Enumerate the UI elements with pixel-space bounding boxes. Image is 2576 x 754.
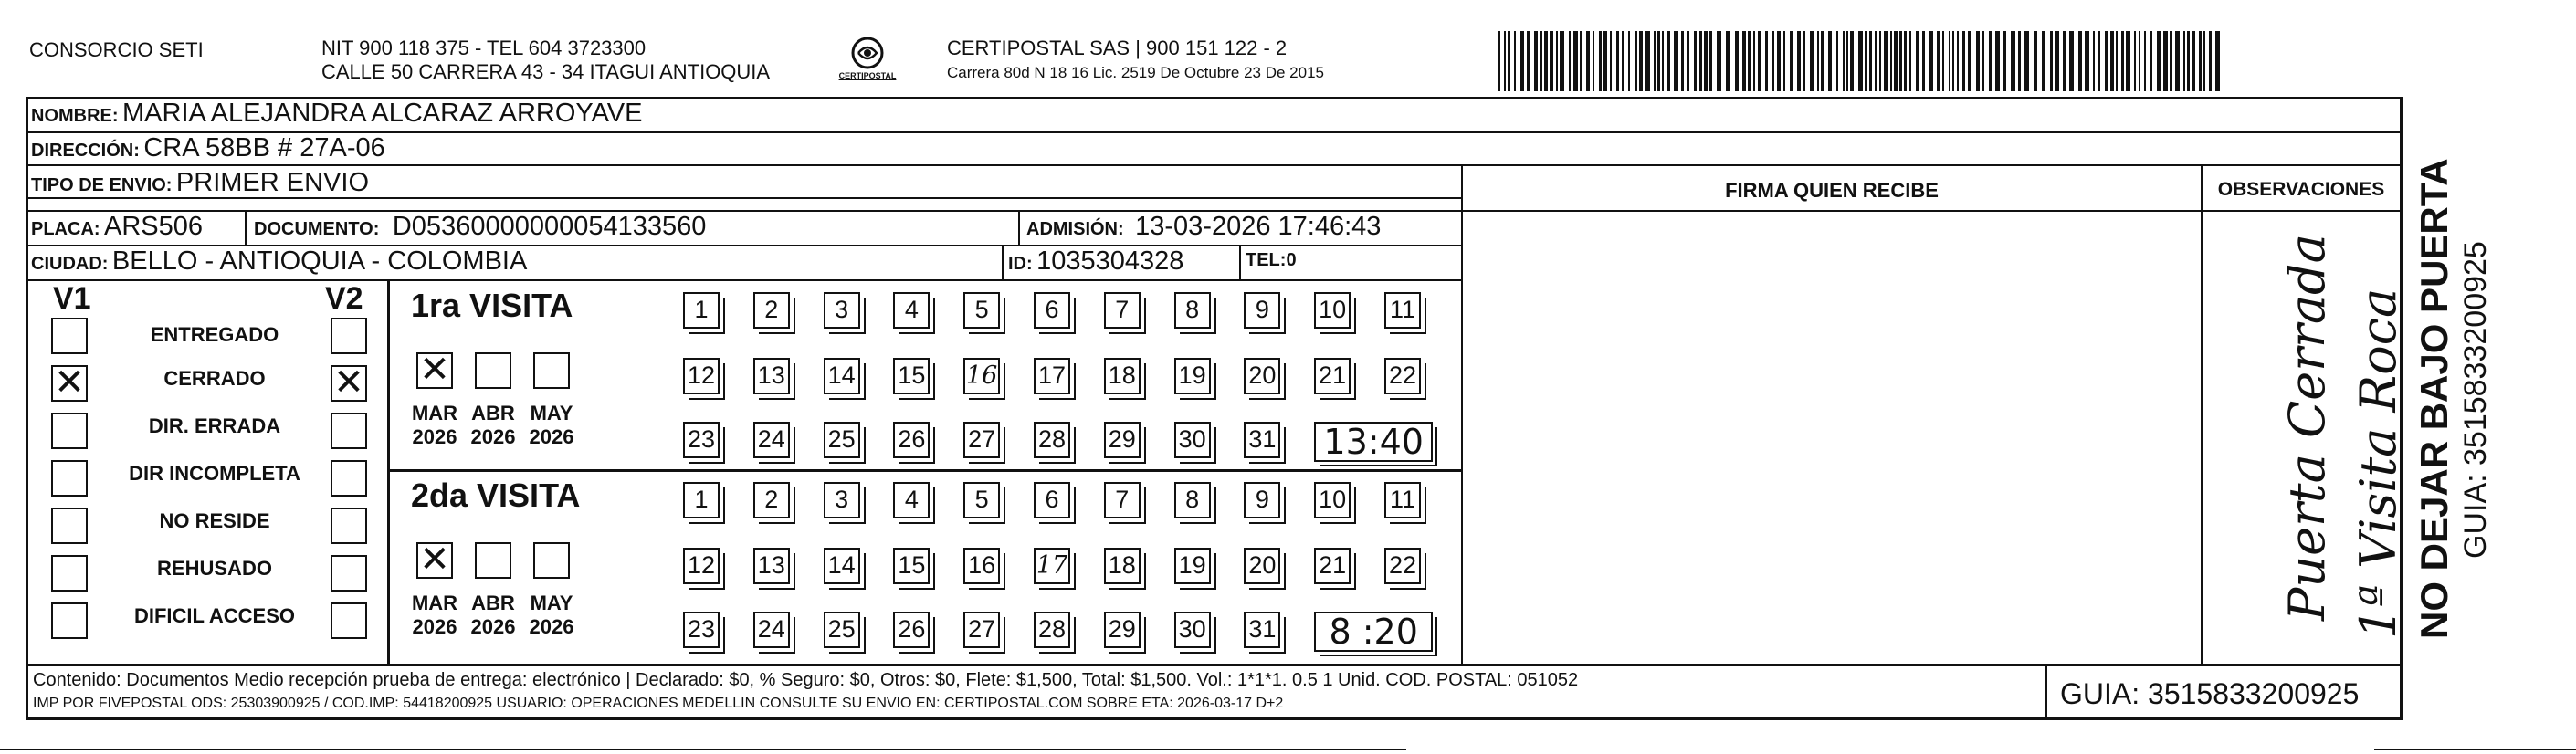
barcode-bar <box>2024 31 2029 91</box>
cut-line <box>0 749 1406 750</box>
day-box[interactable]: 25 <box>824 612 860 648</box>
day-box[interactable]: 20 <box>1244 358 1280 394</box>
barcode-bar <box>1694 31 1697 91</box>
v2-checkbox[interactable] <box>331 318 367 354</box>
day-box[interactable]: 8 <box>1174 292 1211 329</box>
barcode-bar <box>2203 31 2205 91</box>
status-label: DIR INCOMPLETA <box>129 462 300 485</box>
day-box[interactable]: 30 <box>1174 422 1211 458</box>
barcode-bar <box>1514 31 1516 91</box>
barcode-bar <box>1580 31 1582 91</box>
plate-row <box>31 212 203 242</box>
day-box[interactable]: 17 <box>1034 358 1070 394</box>
barcode-bar <box>1982 31 1984 91</box>
month-checkbox[interactable] <box>475 352 511 389</box>
admission-label: ADMISIÓN: <box>1026 219 1124 239</box>
barcode-bar <box>1544 31 1548 91</box>
barcode-bar <box>1777 31 1781 91</box>
barcode-bar <box>2078 31 2082 91</box>
barcode-bar <box>1797 31 1801 91</box>
barcode-bar <box>1865 31 1867 91</box>
day-box[interactable]: 20 <box>1244 548 1280 584</box>
name-row <box>31 99 642 129</box>
barcode-bar <box>1628 31 1630 91</box>
day-box[interactable]: 31 <box>1244 422 1280 458</box>
barcode-bar <box>1976 31 1980 91</box>
month-name: ABR <box>471 402 515 424</box>
barcode-bar <box>2121 31 2124 91</box>
barcode-bar <box>2183 31 2185 91</box>
status-label: NO RESIDE <box>159 509 270 532</box>
barcode-bar <box>1817 31 1819 91</box>
day-box[interactable]: 14 <box>824 548 860 584</box>
day-box[interactable]: 21 <box>1314 548 1351 584</box>
barcode-bar <box>2050 31 2053 91</box>
barcode-bar <box>2150 31 2152 91</box>
day-box[interactable]: 30 <box>1174 612 1211 648</box>
barcode-bar <box>1560 31 1564 91</box>
barcode-bar <box>1556 31 1558 91</box>
admission-row <box>1026 212 1381 242</box>
barcode-bar <box>2042 31 2045 91</box>
month-checkbox[interactable] <box>475 542 511 579</box>
address-line: CALLE 50 CARRERA 43 - 34 ITAGUI ANTIOQUIA <box>321 60 771 83</box>
barcode-bar <box>2069 31 2074 91</box>
barcode-bar <box>1879 31 1881 91</box>
barcode-bar <box>2199 31 2202 91</box>
month-year: 2026 <box>412 425 457 448</box>
day-box[interactable]: 1 <box>683 482 720 518</box>
barcode-bar <box>2170 31 2172 91</box>
city-value: BELLO - ANTIOQUIA - COLOMBIA <box>111 246 528 276</box>
tel-value: 0 <box>1286 250 1297 270</box>
day-box[interactable]: 4 <box>893 292 930 329</box>
barcode-bar <box>1504 31 1506 91</box>
day-box[interactable]: 7 <box>1104 482 1141 518</box>
day-box[interactable]: 13 <box>753 358 790 394</box>
barcode-bar <box>1726 31 1730 91</box>
certipostal-logo <box>836 35 899 89</box>
barcode-bar <box>1904 31 1907 91</box>
barcode-bar <box>1875 31 1877 91</box>
row-line <box>26 279 1461 281</box>
day-box[interactable]: 27 <box>963 422 1000 458</box>
barcode-bar <box>2034 31 2037 91</box>
license-line: Carrera 80d N 18 16 Lic. 2519 De Octubre 23 De 2015 <box>947 64 1324 81</box>
handwriting-line-2: 1ª Visita Roca <box>2350 288 2407 639</box>
no-dejar-warning: NO DEJAR BAJO PUERTA <box>2413 158 2455 639</box>
barcode-bar <box>1765 31 1768 91</box>
barcode-bar <box>1657 31 1660 91</box>
month-year: 2026 <box>412 615 457 638</box>
barcode-bar <box>1937 31 1940 91</box>
barcode-bar <box>1949 31 1950 91</box>
barcode-bar <box>1772 31 1774 91</box>
document-label: DOCUMENTO: <box>254 219 380 239</box>
type-label: TIPO DE ENVIO: <box>31 175 173 195</box>
frame-left <box>26 97 28 719</box>
barcode-bar <box>1667 31 1670 91</box>
v1-checkbox[interactable]: ✕ <box>51 365 88 402</box>
col-line <box>389 469 1461 472</box>
barcode-bar <box>2063 31 2066 91</box>
observations-header: OBSERVACIONES <box>2217 179 2385 200</box>
day-box[interactable]: 22 <box>1384 548 1421 584</box>
city-label: CIUDAD: <box>31 254 109 274</box>
day-box[interactable]: 9 <box>1244 292 1280 329</box>
barcode-bar <box>1599 31 1602 91</box>
recipient-address: CRA 58BB # 27A-06 <box>143 133 385 162</box>
day-box[interactable]: 22 <box>1384 358 1421 394</box>
barcode-bar <box>2209 31 2212 91</box>
v2-checkbox[interactable] <box>331 460 367 497</box>
name-label: NOMBRE: <box>31 106 119 126</box>
month-checkbox[interactable] <box>533 542 570 579</box>
day-box[interactable]: 13 <box>753 548 790 584</box>
barcode-bar <box>1989 31 1992 91</box>
barcode-bar <box>1995 31 2000 91</box>
barcode-bar <box>1717 31 1721 91</box>
address-row <box>31 133 385 163</box>
barcode-bar <box>1783 31 1785 91</box>
barcode-bar <box>1681 31 1684 91</box>
month-checkbox[interactable] <box>533 352 570 389</box>
barcode-bar <box>2110 31 2114 91</box>
barcode-bar <box>1748 31 1751 91</box>
id-row <box>1008 246 1183 277</box>
day-box[interactable]: 23 <box>683 612 720 648</box>
month-year: 2026 <box>470 425 516 448</box>
barcode-bar <box>1735 31 1739 91</box>
day-box[interactable]: 4 <box>893 482 930 518</box>
barcode-bar <box>1540 31 1542 91</box>
day-box[interactable]: 26 <box>893 612 930 648</box>
day-box[interactable]: 10 <box>1314 292 1351 329</box>
admission-value: 13-03-2026 17:46:43 <box>1135 212 1382 241</box>
recipient-name: MARIA ALEJANDRA ALCARAZ ARROYAVE <box>122 99 643 128</box>
barcode-bar <box>1527 31 1530 91</box>
visit-time[interactable]: 8 :20 <box>1314 612 1433 652</box>
barcode-bar <box>2093 31 2095 91</box>
barcode-bar <box>1610 31 1612 91</box>
visit-title: 2da VISITA <box>411 476 581 514</box>
barcode-bar <box>1534 31 1538 91</box>
col-line <box>1461 164 1463 665</box>
barcode-bar <box>1758 31 1761 91</box>
day-box[interactable]: 24 <box>753 612 790 648</box>
barcode-bar <box>2144 31 2146 91</box>
certipostal-line: CERTIPOSTAL SAS | 900 151 122 - 2 <box>947 37 1288 59</box>
barcode <box>1498 31 2228 91</box>
visit-title: 1ra VISITA <box>411 287 573 324</box>
day-box[interactable]: 28 <box>1034 422 1070 458</box>
logo-text: CERTIPOSTAL <box>838 71 897 80</box>
month-checkbox[interactable]: ✕ <box>416 542 453 579</box>
barcode-bar <box>1909 31 1911 91</box>
barcode-bar <box>1916 31 1919 91</box>
barcode-bar <box>1810 31 1814 91</box>
barcode-bar <box>1753 31 1755 91</box>
month-year: 2026 <box>529 425 574 448</box>
day-box[interactable]: 6 <box>1034 292 1070 329</box>
day-box[interactable]: 11 <box>1384 482 1421 518</box>
barcode-bar <box>1869 31 1872 91</box>
barcode-bar <box>1790 31 1793 91</box>
imp-line: IMP POR FIVEPOSTAL ODS: 25303900925 / COD.IMP: 54418200925 USUARIO: OPERACIONES MEDELLIN CONSULTE SU ENVIO EN: CERTIPOSTAL.COM SOBRE ETA: 2026-03-17 D+2 <box>33 696 1284 711</box>
status-label: ENTREGADO <box>150 323 279 346</box>
barcode-bar <box>1704 31 1708 91</box>
barcode-bar <box>2139 31 2140 91</box>
month-checkbox[interactable]: ✕ <box>416 352 453 389</box>
day-box[interactable]: 1 <box>683 292 720 329</box>
day-box[interactable]: 18 <box>1104 548 1141 584</box>
barcode-bar <box>1828 31 1832 91</box>
day-box[interactable]: 25 <box>824 422 860 458</box>
barcode-bar <box>1498 31 1500 91</box>
day-box[interactable]: 17 <box>1034 548 1070 584</box>
barcode-bar <box>1508 31 1510 91</box>
col-line <box>2201 164 2203 665</box>
day-box[interactable]: 19 <box>1174 548 1211 584</box>
day-box[interactable]: 3 <box>824 292 860 329</box>
row-line <box>26 164 2400 166</box>
content-line: Contenido: Documentos Medio recepción prueba de entrega: electrónico | Declarado: $0, % Seguro: $0, Otros: $0, Flete: $1,500, Total: $1,500. Vol.: 1*1*1. 0.5 1 Unid. COD. POSTAL: 051052 <box>33 670 1579 690</box>
id-label: ID: <box>1008 254 1033 274</box>
barcode-bar <box>1929 31 1933 91</box>
barcode-bar <box>2157 31 2161 91</box>
barcode-bar <box>1687 31 1689 91</box>
day-box[interactable]: 8 <box>1174 482 1211 518</box>
month-name: MAY <box>530 592 573 614</box>
status-label: DIFICIL ACCESO <box>133 604 295 627</box>
barcode-bar <box>1890 31 1892 91</box>
barcode-bar <box>1858 31 1863 91</box>
col-line <box>245 210 247 245</box>
v2-checkbox[interactable] <box>331 602 367 639</box>
barcode-bar <box>1962 31 1965 91</box>
day-box[interactable]: 16 <box>963 548 1000 584</box>
day-box[interactable]: 15 <box>893 548 930 584</box>
month-name: MAR <box>411 592 458 614</box>
barcode-bar <box>1846 31 1848 91</box>
day-box[interactable]: 18 <box>1104 358 1141 394</box>
day-box[interactable]: 3 <box>824 482 860 518</box>
barcode-bar <box>2018 31 2021 91</box>
day-box[interactable]: 15 <box>893 358 930 394</box>
barcode-bar <box>1850 31 1854 91</box>
status-label: REHUSADO <box>157 557 272 580</box>
day-box[interactable]: 31 <box>1244 612 1280 648</box>
barcode-bar <box>1884 31 1888 91</box>
barcode-bar <box>2055 31 2059 91</box>
barcode-bar <box>1894 31 1898 91</box>
day-box[interactable]: 28 <box>1034 612 1070 648</box>
barcode-bar <box>1569 31 1571 91</box>
cut-line <box>2374 749 2576 750</box>
month-name: MAY <box>530 402 573 424</box>
day-box[interactable]: 12 <box>683 358 720 394</box>
document-row <box>254 212 706 242</box>
barcode-bar <box>2163 31 2168 91</box>
barcode-bar <box>2105 31 2108 91</box>
barcode-bar <box>1593 31 1594 91</box>
day-box[interactable]: 21 <box>1314 358 1351 394</box>
status-label: DIR. ERRADA <box>148 414 281 437</box>
barcode-bar <box>1821 31 1824 91</box>
barcode-bar <box>2134 31 2136 91</box>
day-box[interactable]: 7 <box>1104 292 1141 329</box>
day-box[interactable]: 16 <box>963 358 1000 394</box>
barcode-bar <box>2187 31 2190 91</box>
col-line <box>1002 245 1004 279</box>
company-name: CONSORCIO SETI <box>29 38 204 61</box>
day-box[interactable]: 9 <box>1244 482 1280 518</box>
barcode-bar <box>2175 31 2180 91</box>
day-box[interactable]: 5 <box>963 292 1000 329</box>
month-year: 2026 <box>529 615 574 638</box>
barcode-bar <box>1836 31 1838 91</box>
shipment-type: PRIMER ENVIO <box>175 168 370 197</box>
day-box[interactable]: 19 <box>1174 358 1211 394</box>
barcode-bar <box>1709 31 1712 91</box>
col-line <box>1239 245 1241 279</box>
footer-guide-number: GUIA: 3515833200925 <box>2060 677 2360 710</box>
v1-header: V1 <box>53 281 91 316</box>
barcode-bar <box>1803 31 1805 91</box>
barcode-bar <box>1635 31 1637 91</box>
barcode-bar <box>2116 31 2118 91</box>
barcode-bar <box>1899 31 1902 91</box>
handwriting-line-1: Puerta Cerrada <box>2278 234 2336 621</box>
type-row <box>31 168 369 198</box>
day-box[interactable]: 27 <box>963 612 1000 648</box>
barcode-bar <box>2126 31 2130 91</box>
barcode-bar <box>2215 31 2220 91</box>
status-label: CERRADO <box>163 367 266 390</box>
barcode-bar <box>1742 31 1746 91</box>
city-row <box>31 246 527 277</box>
barcode-bar <box>2011 31 2015 91</box>
day-box[interactable]: 26 <box>893 422 930 458</box>
barcode-bar <box>2003 31 2006 91</box>
barcode-bar <box>1639 31 1643 91</box>
v2-header: V2 <box>325 281 363 316</box>
day-box[interactable]: 14 <box>824 358 860 394</box>
id-value: 1035304328 <box>1036 246 1184 276</box>
month-name: ABR <box>471 592 515 614</box>
barcode-bar <box>2192 31 2195 91</box>
barcode-bar <box>1922 31 1925 91</box>
address-label: DIRECCIÓN: <box>31 141 140 161</box>
visit-time[interactable]: 13:40 <box>1314 422 1433 462</box>
barcode-bar <box>1586 31 1590 91</box>
day-box[interactable]: 23 <box>683 422 720 458</box>
day-box[interactable]: 5 <box>963 482 1000 518</box>
barcode-bar <box>1674 31 1678 91</box>
barcode-bar <box>1573 31 1578 91</box>
barcode-bar <box>1520 31 1524 91</box>
plate-value: ARS506 <box>104 212 204 241</box>
v2-checkbox[interactable] <box>331 413 367 449</box>
barcode-bar <box>1699 31 1702 91</box>
barcode-bar <box>1622 31 1624 91</box>
tel-label: TEL: <box>1246 250 1287 270</box>
day-box[interactable]: 29 <box>1104 612 1141 648</box>
day-box[interactable]: 11 <box>1384 292 1421 329</box>
signature-header: FIRMA QUIEN RECIBE <box>1725 179 1939 202</box>
col-line <box>2045 664 2047 718</box>
plate-label: PLACA: <box>31 219 100 239</box>
col-line <box>1018 210 1020 245</box>
v2-checkbox[interactable]: ✕ <box>331 365 367 402</box>
day-box[interactable]: 29 <box>1104 422 1141 458</box>
barcode-bar <box>1654 31 1656 91</box>
document-value: D05360000000054133560 <box>392 212 707 241</box>
barcode-bar <box>1645 31 1650 91</box>
day-box[interactable]: 10 <box>1314 482 1351 518</box>
v2-checkbox[interactable] <box>331 508 367 544</box>
barcode-bar <box>2085 31 2089 91</box>
barcode-bar <box>1957 31 1959 91</box>
day-box[interactable]: 12 <box>683 548 720 584</box>
v2-checkbox[interactable] <box>331 555 367 592</box>
side-guide-number: GUIA: 3515833200925 <box>2458 241 2493 559</box>
nit-line: NIT 900 118 375 - TEL 604 3723300 <box>321 37 647 59</box>
barcode-bar <box>1616 31 1619 91</box>
barcode-bar <box>1952 31 1954 91</box>
month-year: 2026 <box>470 615 516 638</box>
month-name: MAR <box>411 402 458 424</box>
barcode-bar <box>1968 31 1971 91</box>
day-box[interactable]: 2 <box>753 482 790 518</box>
day-box[interactable]: 24 <box>753 422 790 458</box>
barcode-bar <box>2098 31 2100 91</box>
barcode-bar <box>1843 31 1845 91</box>
barcode-bar <box>1603 31 1607 91</box>
day-box[interactable]: 2 <box>753 292 790 329</box>
tel-row <box>1246 250 1297 271</box>
barcode-bar <box>1942 31 1944 91</box>
barcode-bar <box>1550 31 1553 91</box>
row-line <box>26 664 2400 666</box>
barcode-bar <box>1662 31 1664 91</box>
day-box[interactable]: 6 <box>1034 482 1070 518</box>
